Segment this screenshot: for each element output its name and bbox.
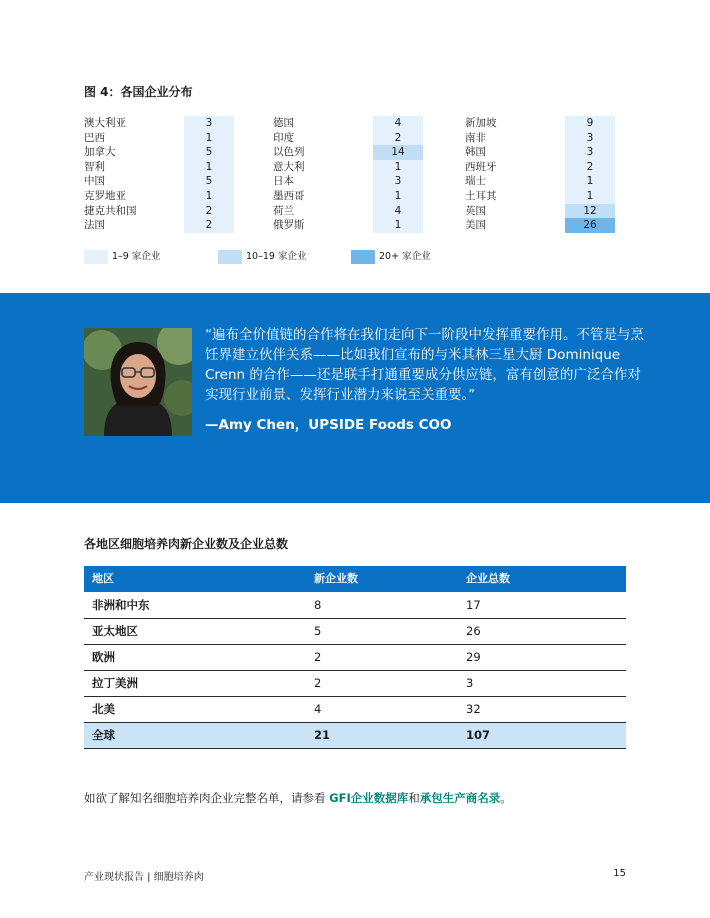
total-companies: 32 [466, 702, 481, 716]
country-column-2 [273, 116, 433, 233]
total-companies: 29 [466, 650, 481, 664]
figure-legend [84, 250, 444, 264]
country-row [273, 131, 433, 146]
legend-swatch [84, 250, 108, 264]
country-name: 俄罗斯 [273, 219, 305, 232]
country-row [84, 189, 244, 204]
company-count: 3 [565, 145, 615, 160]
company-count: 3 [373, 174, 423, 189]
region-name: 欧洲 [92, 650, 115, 664]
country-name: 意大利 [273, 160, 305, 173]
legend-label: 20+ 家企业 [379, 251, 431, 262]
country-row [273, 189, 433, 204]
country-name: 德国 [273, 117, 294, 129]
total-new-companies: 21 [314, 728, 331, 742]
new-companies: 5 [314, 624, 322, 638]
quote-text: “遍布全价值链的合作将在我们走向下一阶段中发挥重要作用。不管是与烹饪界建立伙伴关系——比如我们宣布的与米其林三星大厨 Dominique Crenn 的合作——还是联手打通重要成分供应链，富有创意的广泛合作对实现行业前景、发挥行业潜力来说至关重要。” [205, 327, 644, 403]
country-row [84, 218, 244, 233]
country-row [465, 116, 625, 131]
company-count: 1 [565, 189, 615, 204]
country-row [84, 174, 244, 189]
table-header-row [84, 566, 626, 592]
table-title: 各地区细胞培养肉新企业数及企业总数 [84, 537, 289, 551]
quote-attribution: —Amy Chen，UPSIDE Foods COO [205, 417, 452, 433]
portrait-image [84, 328, 192, 436]
country-row [273, 218, 433, 233]
legend-label: 10–19 家企业 [246, 251, 307, 262]
company-count: 5 [184, 174, 234, 189]
company-count: 1 [373, 218, 423, 233]
country-row [465, 145, 625, 160]
country-name: 以色列 [273, 146, 305, 159]
company-count: 2 [373, 131, 423, 146]
note-prefix: 如欲了解知名细胞培养肉企业完整名单，请参看 [84, 791, 330, 805]
country-name: 英国 [465, 204, 486, 217]
new-companies: 2 [314, 650, 322, 664]
company-count: 1 [373, 160, 423, 175]
country-name: 捷克共和国 [84, 204, 137, 217]
company-count: 12 [565, 204, 615, 219]
table-row [84, 593, 626, 619]
total-all-companies: 107 [466, 728, 491, 742]
country-name: 荷兰 [273, 204, 294, 217]
country-name: 南非 [465, 131, 486, 144]
country-row [273, 174, 433, 189]
country-name: 土耳其 [465, 189, 497, 202]
new-companies: 2 [314, 676, 322, 690]
country-row [273, 160, 433, 175]
table-row [84, 645, 626, 671]
company-count: 3 [565, 131, 615, 146]
country-name: 巴西 [84, 131, 105, 144]
country-row [84, 204, 244, 219]
region-name: 北美 [92, 702, 115, 716]
country-name: 澳大利亚 [84, 117, 126, 129]
total-companies: 3 [466, 676, 474, 690]
country-name: 日本 [273, 175, 294, 188]
country-name: 印度 [273, 131, 294, 144]
country-name: 智利 [84, 160, 105, 173]
table-row [84, 619, 626, 645]
country-row [84, 160, 244, 175]
company-count: 1 [565, 174, 615, 189]
region-name: 拉丁美洲 [92, 676, 138, 690]
country-row [465, 174, 625, 189]
country-row [465, 189, 625, 204]
gfi-database-link[interactable]: GFI企业数据库 [329, 791, 409, 805]
company-count: 4 [373, 204, 423, 219]
new-companies: 8 [314, 598, 322, 612]
region-table [84, 566, 626, 749]
company-count: 2 [565, 160, 615, 175]
header-region: 地区 [92, 572, 114, 585]
country-row [273, 116, 433, 131]
company-count: 1 [184, 160, 234, 175]
legend-swatch [218, 250, 242, 264]
country-name: 新加坡 [465, 117, 497, 129]
country-row [84, 145, 244, 160]
company-count: 26 [565, 218, 615, 233]
company-count: 1 [373, 189, 423, 204]
country-name: 中国 [84, 175, 105, 188]
header-new-companies: 新企业数 [314, 572, 358, 585]
country-row [465, 160, 625, 175]
note-mid: 和 [408, 791, 420, 805]
table-row [84, 671, 626, 697]
legend-label: 1–9 家企业 [112, 251, 161, 262]
total-region: 全球 [92, 728, 115, 742]
legend-swatch [351, 250, 375, 264]
company-count: 4 [373, 116, 423, 131]
country-name: 西班牙 [465, 160, 497, 173]
footer-label: 产业现状报告 | 细胞培养肉 [84, 872, 204, 883]
portrait-photo [84, 328, 192, 436]
company-count: 5 [184, 145, 234, 160]
country-column-1 [84, 116, 244, 233]
country-name: 克罗地亚 [84, 189, 126, 202]
note-suffix: 。 [500, 791, 512, 805]
page-number: 15 [613, 868, 626, 879]
country-column-3 [465, 116, 625, 233]
header-total-companies: 企业总数 [466, 572, 510, 585]
country-name: 墨西哥 [273, 189, 305, 202]
company-count: 1 [184, 131, 234, 146]
country-name: 法国 [84, 219, 105, 232]
company-count: 1 [184, 189, 234, 204]
region-name: 亚太地区 [92, 624, 138, 638]
figure-title: 图 4：各国企业分布 [84, 85, 193, 99]
company-count: 3 [184, 116, 234, 131]
quote-band [0, 293, 710, 503]
company-count: 2 [184, 204, 234, 219]
country-row [273, 204, 433, 219]
country-name: 美国 [465, 219, 486, 232]
region-name: 非洲和中东 [92, 598, 150, 612]
country-row [273, 145, 433, 160]
contract-manufacturers-link[interactable]: 承包生产商名录 [419, 791, 501, 805]
country-row [84, 116, 244, 131]
country-row [84, 131, 244, 146]
country-row [465, 218, 625, 233]
new-companies: 4 [314, 702, 322, 716]
total-companies: 26 [466, 624, 481, 638]
country-row [465, 131, 625, 146]
reference-note [84, 790, 512, 806]
table-row [84, 697, 626, 723]
company-count: 9 [565, 116, 615, 131]
country-name: 瑞士 [465, 175, 486, 188]
company-count: 2 [184, 218, 234, 233]
company-count: 14 [373, 145, 423, 160]
total-companies: 17 [466, 598, 481, 612]
country-name: 韩国 [465, 146, 486, 159]
table-total-row [84, 723, 626, 749]
country-name: 加拿大 [84, 146, 116, 159]
country-row [465, 204, 625, 219]
